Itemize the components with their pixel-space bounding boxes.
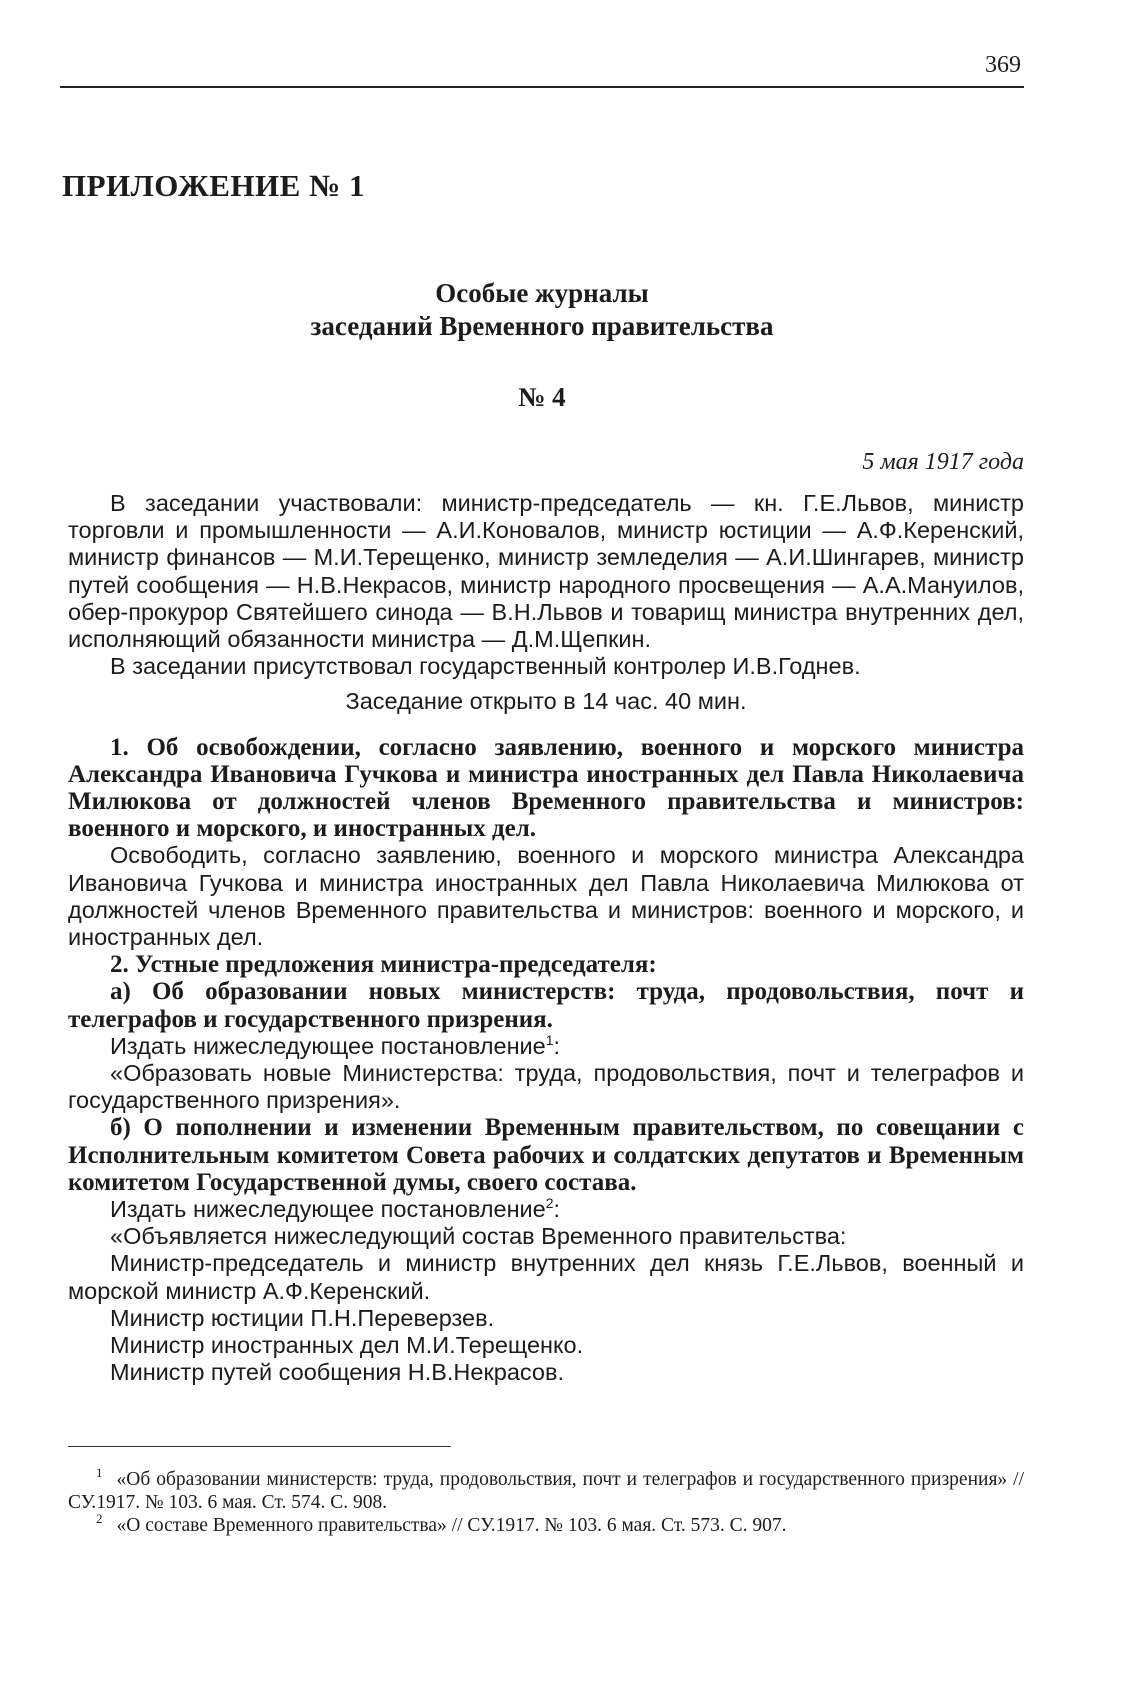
- item2b-quote-line2: Министр-председатель и министр внутренних дел князь Г.Е.Львов, военный и морской министр А.Ф.Керенский.: [68, 1250, 1024, 1304]
- item2b-quote-line5: Министр путей сообщения Н.В.Некрасов.: [110, 1359, 564, 1386]
- document-body: [68, 490, 1024, 1387]
- footnote-ref-2: 2: [545, 1195, 554, 1212]
- footnote-ref-1: 1: [545, 1031, 554, 1048]
- item2a-quote: «Образовать новые Министерства: труда, продовольствия, почт и телеграфов и государственного призрения».: [68, 1060, 1024, 1114]
- header-rule: [60, 86, 1024, 88]
- meeting-date: 5 мая 1917 года: [862, 449, 1024, 475]
- item2-heading: 2. Устные предложения министра-председателя:: [110, 951, 657, 979]
- page-number: 369: [985, 52, 1021, 78]
- footnotes: [68, 1465, 1024, 1537]
- item2b-quote-line1: «Объявляется нижеследующий состав Временного правительства:: [110, 1223, 847, 1250]
- item1-text: Освободить, согласно заявлению, военного и морского министра Александра Ивановича Гучкова и министра иностранных дел Павла Николаевича Милюкова от должностей членов Временного правительства и министров: военного и морского, и иностранных дел.: [68, 842, 1024, 951]
- footnote-2-text: «О составе Временного правительства» // СУ.1917. № 103. 6 мая. Ст. 573. С. 907.: [116, 1515, 787, 1536]
- item2b-text: [68, 1196, 1024, 1223]
- footnote-1-text: «Об образовании министерств: труда, продовольствия, почт и телеграфов и государственного призрения» // СУ.1917. № 103. 6 мая. Ст. 574. С. 908.: [68, 1469, 1024, 1513]
- footnote-2-mark: 2: [96, 1511, 103, 1526]
- item2b-quote-line3: Министр юстиции П.Н.Переверзев.: [110, 1304, 495, 1331]
- item2a-heading: а) Об образовании новых министерств: труда, продовольствия, почт и телеграфов и государственного призрения.: [68, 978, 1024, 1033]
- item2b-heading: б) О пополнении и изменении Временным правительством, по совещании с Исполнительным комитетом Совета рабочих и солдатских депутатов и Временным комитетом Государственной думы, своего состава.: [68, 1114, 1024, 1196]
- attendance-paragraph: В заседании присутствовал государственный контролер И.В.Годнев.: [110, 653, 861, 680]
- footnote-2: [68, 1511, 1024, 1537]
- item2a-text: [68, 1033, 1024, 1060]
- footnote-1-mark: 1: [96, 1465, 103, 1480]
- participants-paragraph: В заседании участвовали: министр-председатель — кн. Г.Е.Львов, министр торговли и промышленности — А.И.Коновалов, министр юстиции — А.Ф.Керенский, министр финансов — М.И.Терещенко, министр земледелия — А.И.Шингарев, министр путей сообщения — Н.В.Некрасов, министр народного просвещения — А.А.Мануилов, обер-прокурор Святейшего синода — В.Н.Львов и товарищ министра внутренних дел, исполняющий обязанности министра — Д.М.Щепкин.: [68, 490, 1024, 653]
- footnote-rule: [68, 1446, 451, 1447]
- item2b-text-body: Издать нижеследующее постановление: [110, 1196, 546, 1223]
- section-title-line2: заседаний Временного правительства: [310, 311, 774, 341]
- section-title-line1: Особые журналы: [435, 278, 649, 308]
- appendix-title: ПРИЛОЖЕНИЕ № 1: [62, 168, 365, 203]
- item2b-quote-line4: Министр иностранных дел М.И.Терещенко.: [110, 1332, 584, 1359]
- item2a-colon: :: [553, 1032, 561, 1059]
- item1-heading: 1. Об освобождении, согласно заявлению, военного и морского министра Александра Ивановича Гучкова и министра иностранных дел Павла Николаевича Милюкова от должностей членов Временного правительства и министров: военного и морского, и иностранных дел.: [68, 733, 1024, 843]
- section-title: [60, 277, 1024, 343]
- item2b-colon: :: [553, 1196, 561, 1223]
- footnote-1: [68, 1465, 1024, 1514]
- item2a-text-body: Издать нижеследующее постановление: [110, 1032, 546, 1059]
- opening-time: Заседание открыто в 14 час. 40 мин.: [345, 688, 747, 715]
- journal-number: № 4: [518, 382, 566, 412]
